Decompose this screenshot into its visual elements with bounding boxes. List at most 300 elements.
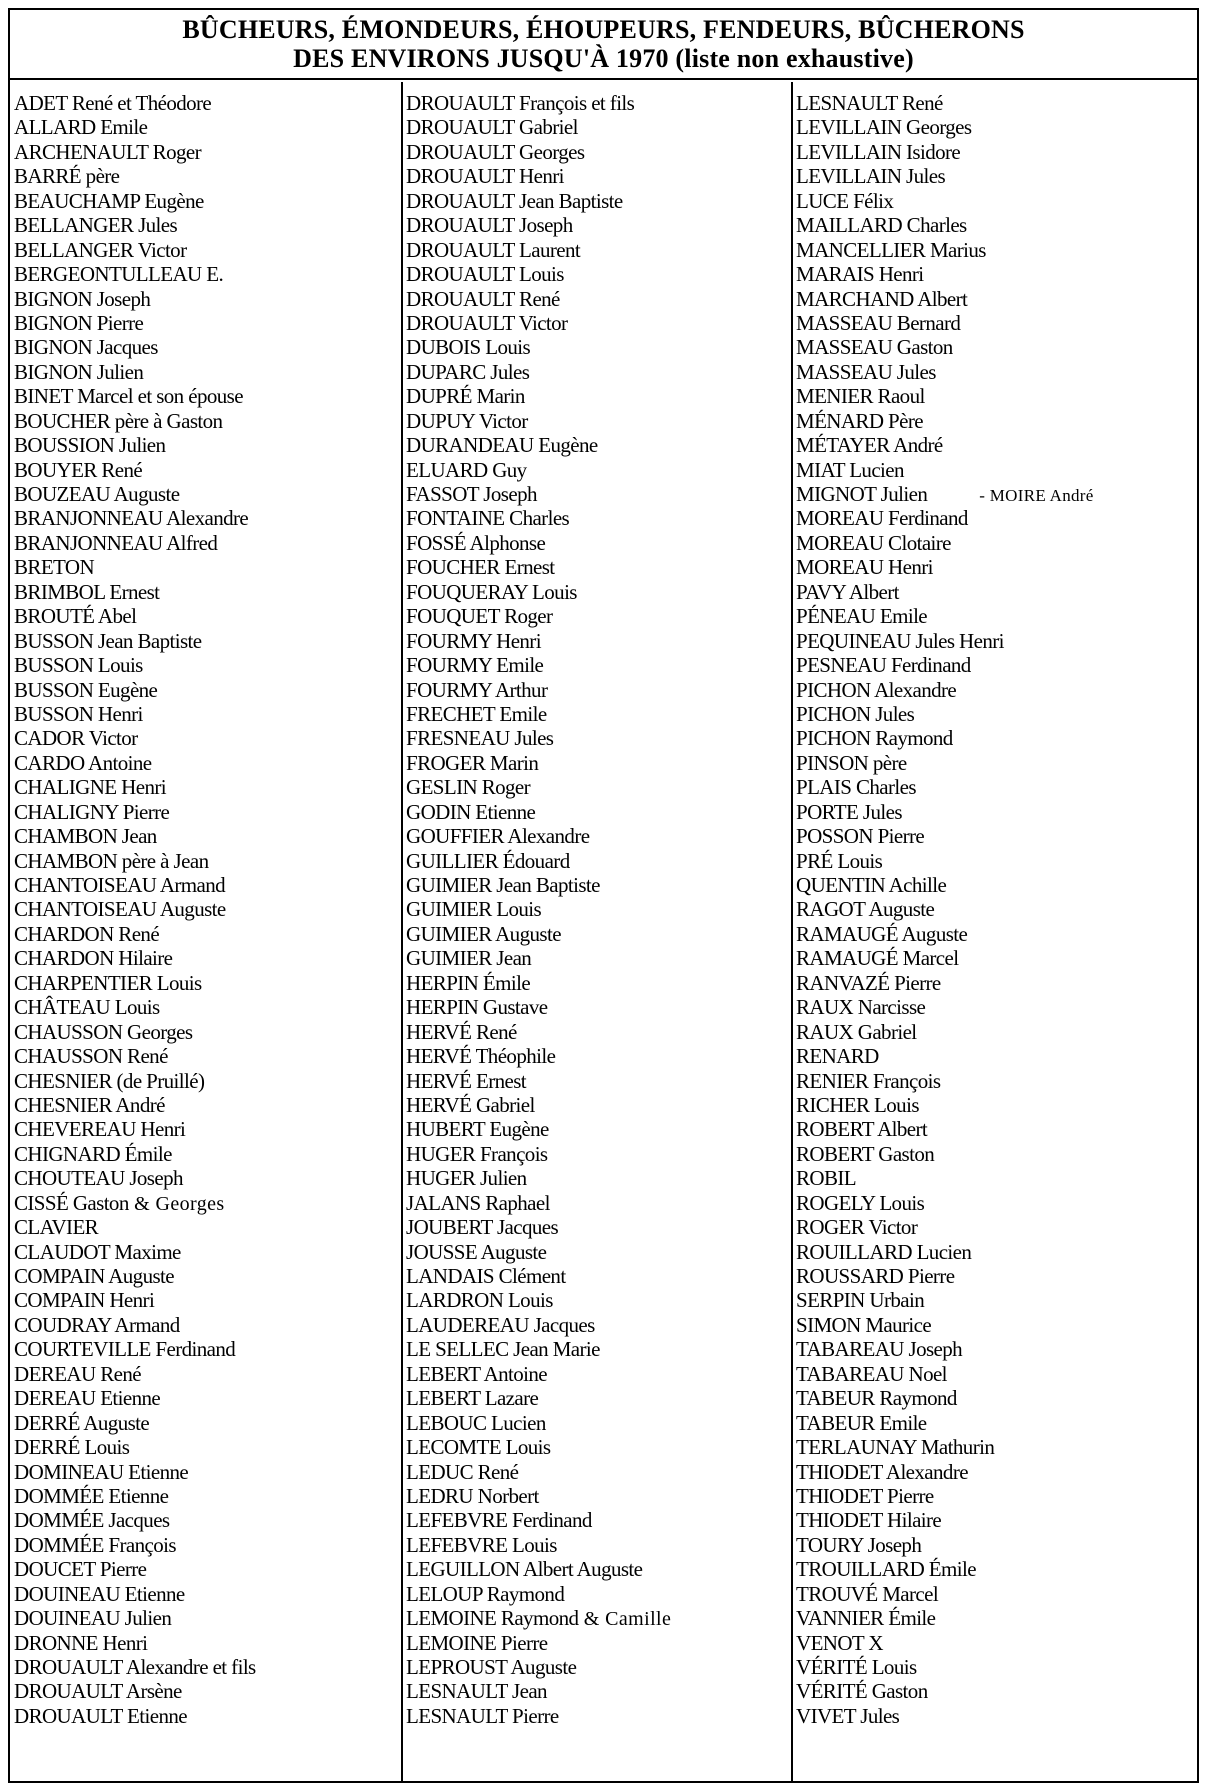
name-text: HERVÉ René — [406, 1019, 517, 1044]
name-entry — [796, 1533, 1197, 1557]
name-text: CLAUDOT Maxime — [14, 1239, 181, 1264]
name-entry — [14, 1191, 401, 1215]
name-text: LEBOUC Lucien — [406, 1410, 546, 1435]
name-text: DROUAULT Laurent — [406, 237, 581, 262]
name-text: GUIMIER Auguste — [406, 921, 561, 946]
name-text: VIVET Jules — [796, 1703, 900, 1728]
name-entry — [14, 1460, 401, 1484]
name-text: LEMOINE Pierre — [406, 1630, 548, 1655]
name-entry — [406, 115, 791, 139]
name-entry — [14, 653, 401, 677]
name-text: DROUAULT Gabriel — [406, 115, 578, 140]
name-entry — [14, 1508, 401, 1532]
name-entry — [796, 384, 1197, 408]
name-entry — [14, 1264, 401, 1288]
name-text: ADET René et Théodore — [14, 91, 212, 115]
name-text: VANNIER Émile — [796, 1606, 936, 1631]
name-entry — [14, 824, 401, 848]
name-text: PESNEAU Ferdinand — [796, 653, 971, 678]
name-entry — [796, 335, 1197, 359]
name-text: DERRÉ Louis — [14, 1435, 130, 1460]
name-entry — [406, 629, 791, 653]
name-text: DRONNE Henri — [14, 1630, 148, 1655]
name-entry — [796, 1679, 1197, 1703]
name-text: TROUILLARD Émile — [796, 1557, 976, 1582]
name-entry — [796, 1020, 1197, 1044]
name-entry — [406, 1435, 791, 1459]
name-entry — [14, 1606, 401, 1630]
name-text: SERPIN Urbain — [796, 1288, 925, 1313]
name-text: LUCE Félix — [796, 188, 894, 213]
name-entry — [406, 726, 791, 750]
name-text: LE SELLEC Jean Marie — [406, 1337, 600, 1362]
name-entry — [14, 604, 401, 628]
name-text: BROUTÉ Abel — [14, 604, 137, 629]
name-entry — [796, 433, 1197, 457]
name-text: DUPRÉ Marin — [406, 384, 525, 409]
name-text: ELUARD Guy — [406, 457, 527, 482]
name-entry — [796, 775, 1197, 799]
name-entry — [406, 506, 791, 530]
name-text: MANCELLIER Marius — [796, 237, 986, 262]
name-entry — [14, 555, 401, 579]
name-entry — [796, 751, 1197, 775]
name-text: DOMMÉE Etienne — [14, 1483, 169, 1508]
name-text: LEBERT Lazare — [406, 1386, 539, 1411]
name-entry — [796, 555, 1197, 579]
name-entry — [14, 1288, 401, 1312]
name-text: RAUX Gabriel — [796, 1019, 917, 1044]
name-entry — [14, 1044, 401, 1068]
name-entry — [14, 751, 401, 775]
name-text: BINET Marcel et son épouse — [14, 384, 243, 409]
name-text: SIMON Maurice — [796, 1312, 932, 1337]
title-line-1: BÛCHEURS, ÉMONDEURS, ÉHOUPEURS, FENDEURS, BÛCHERONS — [182, 15, 1025, 44]
name-entry — [796, 458, 1197, 482]
name-entry — [14, 1704, 401, 1728]
name-text: RANVAZÉ Pierre — [796, 970, 941, 995]
name-text: DOUINEAU Julien — [14, 1606, 172, 1631]
name-text: PEQUINEAU Jules Henri — [796, 628, 1004, 653]
name-text: MÉTAYER André — [796, 433, 943, 458]
name-text: PINSON père — [796, 750, 907, 775]
name-text: CHANTOISEAU Armand — [14, 873, 226, 897]
name-entry — [406, 1631, 791, 1655]
name-text: GUIMIER Jean — [406, 946, 532, 971]
name-text: CHAMBON père à Jean — [14, 848, 209, 873]
name-entry — [406, 1337, 791, 1361]
name-text: PICHON Raymond — [796, 726, 953, 751]
name-text: ARCHENAULT Roger — [14, 139, 201, 164]
name-text: GUIMIER Louis — [406, 897, 542, 922]
name-entry — [14, 1533, 401, 1557]
column-2 — [403, 82, 793, 1781]
name-text: FASSOT Joseph — [406, 482, 537, 506]
name-text: DUPARC Jules — [406, 359, 530, 384]
name-text: ROGELY Louis — [796, 1190, 925, 1215]
name-entry — [14, 384, 401, 408]
name-text: DOUCET Pierre — [14, 1557, 147, 1582]
name-text: MASSEAU Jules — [796, 359, 936, 384]
name-entry — [406, 1704, 791, 1728]
name-text: CHARPENTIER Louis — [14, 970, 202, 995]
name-entry — [796, 922, 1197, 946]
name-text: MARAIS Henri — [796, 262, 924, 287]
name-entry — [14, 1411, 401, 1435]
name-text: TABAREAU Noel — [796, 1361, 947, 1386]
name-text: CISSÉ Gaston — [14, 1190, 129, 1215]
name-entry — [406, 1655, 791, 1679]
name-text: RENIER François — [796, 1068, 941, 1093]
name-entry — [796, 115, 1197, 139]
name-entry — [14, 262, 401, 286]
name-text: MOREAU Henri — [796, 555, 933, 580]
name-text: LEVILLAIN Isidore — [796, 139, 961, 164]
name-entry — [14, 409, 401, 433]
name-entry — [406, 1533, 791, 1557]
name-text: LEFEBVRE Louis — [406, 1532, 557, 1557]
name-text: BRIMBOL Ernest — [14, 579, 160, 604]
name-text: FROGER Marin — [406, 750, 539, 775]
name-entry — [406, 1215, 791, 1239]
name-entry — [406, 1411, 791, 1435]
name-entry — [796, 897, 1197, 921]
name-entry — [14, 1313, 401, 1337]
name-entry — [796, 1631, 1197, 1655]
name-text: DROUAULT Alexandre et fils — [14, 1655, 256, 1679]
name-text: FOUCHER Ernest — [406, 555, 555, 580]
name-text: FOURMY Arthur — [406, 677, 548, 702]
name-entry — [406, 1606, 791, 1630]
name-entry — [406, 873, 791, 897]
name-text: BARRÉ père — [14, 164, 120, 189]
name-entry — [14, 482, 401, 506]
name-text: QUENTIN Achille — [796, 873, 947, 897]
name-entry — [14, 360, 401, 384]
name-text: BUSSON Henri — [14, 701, 143, 726]
name-text: DROUAULT Joseph — [406, 213, 573, 238]
name-text: VENOT X — [796, 1630, 883, 1655]
name-entry — [406, 1142, 791, 1166]
name-text: BIGNON Pierre — [14, 310, 144, 335]
name-text: COUDRAY Armand — [14, 1312, 180, 1337]
name-text: FRECHET Emile — [406, 701, 547, 726]
name-entry — [406, 653, 791, 677]
name-text: BUSSON Louis — [14, 653, 143, 678]
name-text: BRANJONNEAU Alfred — [14, 530, 218, 555]
name-entry — [406, 164, 791, 188]
name-text: BELLANGER Victor — [14, 237, 187, 262]
name-entry — [406, 1191, 791, 1215]
name-entry — [796, 580, 1197, 604]
name-text: THIODET Hilaire — [796, 1508, 942, 1533]
name-text: DEREAU René — [14, 1361, 141, 1386]
name-entry — [796, 1093, 1197, 1117]
name-entry — [14, 946, 401, 970]
name-text: RAGOT Auguste — [796, 897, 935, 922]
name-text: GUILLIER Édouard — [406, 848, 570, 873]
name-text: FRESNEAU Jules — [406, 726, 554, 751]
name-text: FONTAINE Charles — [406, 506, 570, 531]
name-entry — [796, 1240, 1197, 1264]
name-text: CARDO Antoine — [14, 750, 152, 775]
name-entry — [14, 873, 401, 897]
name-entry — [406, 1117, 791, 1141]
name-entry — [14, 1435, 401, 1459]
name-text: TABAREAU Joseph — [796, 1337, 963, 1362]
name-entry — [406, 1093, 791, 1117]
name-text: LESNAULT René — [796, 91, 943, 115]
name-entry — [796, 604, 1197, 628]
name-entry — [14, 678, 401, 702]
name-entry — [796, 1337, 1197, 1361]
name-addition: & Georges — [128, 1192, 225, 1215]
name-entry — [796, 971, 1197, 995]
name-entry — [14, 629, 401, 653]
name-entry — [796, 1362, 1197, 1386]
name-columns — [10, 82, 1197, 1781]
side-note: - MOIRE André — [979, 486, 1094, 505]
name-entry — [14, 971, 401, 995]
name-text: DROUAULT Arsène — [14, 1679, 182, 1704]
name-text: DUPUY Victor — [406, 408, 528, 433]
name-entry — [796, 946, 1197, 970]
name-entry — [406, 262, 791, 286]
name-text: GODIN Etienne — [406, 799, 536, 824]
name-entry — [406, 1362, 791, 1386]
name-entry — [796, 1044, 1197, 1068]
name-entry — [796, 1264, 1197, 1288]
name-entry — [406, 1240, 791, 1264]
name-text: DOMINEAU Etienne — [14, 1459, 189, 1484]
name-text: FOURMY Henri — [406, 628, 541, 653]
name-entry — [406, 824, 791, 848]
name-text: ROUSSARD Pierre — [796, 1264, 955, 1288]
name-text: DROUAULT Henri — [406, 164, 564, 189]
name-entry — [406, 946, 791, 970]
name-entry — [406, 213, 791, 237]
name-text: BERGEONTULLEAU E. — [14, 262, 224, 287]
name-text: DERRÉ Auguste — [14, 1410, 150, 1435]
name-text: GOUFFIER Alexandre — [406, 824, 590, 849]
name-text: DROUAULT Louis — [406, 262, 564, 287]
name-text: BIGNON Jacques — [14, 335, 158, 360]
name-entry — [406, 287, 791, 311]
name-text: BRANJONNEAU Alexandre — [14, 506, 249, 531]
name-text: RAMAUGÉ Marcel — [796, 946, 959, 971]
name-entry — [14, 1655, 401, 1679]
name-entry — [14, 580, 401, 604]
name-entry — [406, 1508, 791, 1532]
name-text: MIAT Lucien — [796, 457, 904, 482]
name-entry — [14, 995, 401, 1019]
name-text: CHOUTEAU Joseph — [14, 1166, 183, 1191]
name-text: DROUAULT Etienne — [14, 1703, 187, 1728]
name-text: ROBERT Albert — [796, 1117, 928, 1142]
name-entry — [14, 311, 401, 335]
name-entry — [796, 238, 1197, 262]
name-text: FOUQUERAY Louis — [406, 579, 577, 604]
name-entry — [406, 849, 791, 873]
name-text: DURANDEAU Eugène — [406, 433, 598, 458]
name-text: MASSEAU Bernard — [796, 310, 961, 335]
name-text: BOUCHER père à Gaston — [14, 408, 223, 433]
name-addition: & Camille — [578, 1608, 672, 1631]
title-line-2: DES ENVIRONS JUSQU'À 1970 (liste non exhaustive) — [293, 44, 914, 73]
name-text: CHESNIER André — [14, 1092, 165, 1117]
name-entry — [796, 1069, 1197, 1093]
name-text: MAILLARD Charles — [796, 213, 967, 238]
name-entry — [796, 164, 1197, 188]
name-entry — [406, 1020, 791, 1044]
name-text: CHAUSSON Georges — [14, 1019, 193, 1044]
name-text: CHÂTEAU Louis — [14, 995, 160, 1020]
name-text: DROUAULT François et fils — [406, 91, 635, 115]
name-list-3 — [793, 82, 1197, 1728]
name-text: DUBOIS Louis — [406, 335, 531, 360]
name-entry — [406, 189, 791, 213]
name-text: ROUILLARD Lucien — [796, 1239, 972, 1264]
name-text: RENARD — [796, 1044, 879, 1069]
name-text: DOUINEAU Etienne — [14, 1581, 185, 1606]
name-entry — [406, 91, 791, 115]
name-entry — [406, 897, 791, 921]
name-entry — [406, 800, 791, 824]
name-text: DOMMÉE François — [14, 1532, 176, 1557]
name-entry — [406, 1460, 791, 1484]
name-entry — [796, 702, 1197, 726]
name-entry — [406, 311, 791, 335]
name-entry — [796, 482, 1197, 506]
document-header — [10, 10, 1197, 80]
name-entry — [406, 604, 791, 628]
name-text: LEBERT Antoine — [406, 1361, 548, 1386]
name-entry — [14, 458, 401, 482]
name-text: BRETON — [14, 555, 95, 580]
name-entry — [406, 678, 791, 702]
name-text: BELLANGER Jules — [14, 213, 178, 238]
name-entry — [14, 213, 401, 237]
name-entry — [14, 1093, 401, 1117]
name-entry — [14, 238, 401, 262]
name-entry — [406, 1264, 791, 1288]
name-text: LEVILLAIN Jules — [796, 164, 946, 189]
name-entry — [14, 506, 401, 530]
name-entry — [796, 1166, 1197, 1190]
name-entry — [14, 702, 401, 726]
name-entry — [796, 1386, 1197, 1410]
name-text: RAUX Narcisse — [796, 995, 926, 1020]
name-entry — [796, 1411, 1197, 1435]
column-1 — [10, 82, 403, 1781]
name-text: BOUSSION Julien — [14, 433, 166, 458]
name-text: DOMMÉE Jacques — [14, 1508, 170, 1533]
name-entry — [796, 287, 1197, 311]
name-entry — [14, 433, 401, 457]
name-text: BIGNON Julien — [14, 359, 144, 384]
name-text: LESNAULT Pierre — [406, 1703, 559, 1728]
document-frame — [8, 8, 1199, 1783]
name-entry — [406, 751, 791, 775]
name-entry — [406, 238, 791, 262]
name-text: TABEUR Raymond — [796, 1386, 957, 1411]
name-entry — [406, 140, 791, 164]
name-entry — [406, 1484, 791, 1508]
name-entry — [406, 335, 791, 359]
name-text: HERVÉ Gabriel — [406, 1092, 535, 1117]
name-text: PICHON Alexandre — [796, 677, 957, 702]
name-text: CHESNIER (de Pruillé) — [14, 1068, 205, 1093]
name-text: LEFEBVRE Ferdinand — [406, 1508, 592, 1533]
name-entry — [796, 678, 1197, 702]
name-text: GUIMIER Jean Baptiste — [406, 873, 600, 897]
name-entry — [14, 1582, 401, 1606]
name-list-1 — [10, 82, 401, 1728]
name-entry — [14, 726, 401, 750]
name-entry — [14, 91, 401, 115]
name-entry — [14, 531, 401, 555]
name-text: VÉRITÉ Louis — [796, 1655, 917, 1679]
name-text: LEGUILLON Albert Auguste — [406, 1557, 643, 1582]
name-text: PLAIS Charles — [796, 775, 916, 800]
name-text: LAUDEREAU Jacques — [406, 1312, 595, 1337]
name-entry — [406, 971, 791, 995]
name-text: BUSSON Eugène — [14, 677, 158, 702]
name-text: MASSEAU Gaston — [796, 335, 953, 360]
name-text: HERVÉ Ernest — [406, 1068, 527, 1093]
name-entry — [796, 653, 1197, 677]
name-entry — [14, 164, 401, 188]
name-entry — [796, 1142, 1197, 1166]
name-text: BOUZEAU Auguste — [14, 482, 180, 506]
name-text: PICHON Jules — [796, 701, 915, 726]
name-entry — [406, 458, 791, 482]
name-entry — [14, 849, 401, 873]
name-entry — [14, 1386, 401, 1410]
name-entry — [406, 1313, 791, 1337]
name-entry — [406, 1386, 791, 1410]
name-text: LECOMTE Louis — [406, 1435, 551, 1460]
name-entry — [406, 531, 791, 555]
name-text: LEVILLAIN Georges — [796, 115, 972, 140]
name-text: DROUAULT René — [406, 286, 560, 311]
name-text: MIGNOT Julien — [796, 482, 928, 506]
name-text: RICHER Louis — [796, 1092, 919, 1117]
name-entry — [14, 1631, 401, 1655]
name-entry — [14, 1337, 401, 1361]
name-text: BIGNON Joseph — [14, 286, 151, 311]
name-text: JALANS Raphael — [406, 1190, 550, 1215]
name-text: CADOR Victor — [14, 726, 138, 751]
name-text: CHANTOISEAU Auguste — [14, 897, 226, 922]
name-text: HUGER François — [406, 1141, 548, 1166]
name-entry — [14, 1020, 401, 1044]
name-text: TABEUR Emile — [796, 1410, 927, 1435]
name-text: ROBERT Gaston — [796, 1141, 935, 1166]
name-text: LANDAIS Clément — [406, 1264, 566, 1288]
name-text: COMPAIN Auguste — [14, 1264, 175, 1288]
name-entry — [406, 555, 791, 579]
name-entry — [796, 213, 1197, 237]
name-entry — [14, 800, 401, 824]
name-text: MARCHAND Albert — [796, 286, 968, 311]
name-entry — [796, 1582, 1197, 1606]
name-entry — [796, 506, 1197, 530]
name-entry — [14, 189, 401, 213]
name-entry — [406, 702, 791, 726]
name-entry — [796, 1288, 1197, 1312]
name-entry — [796, 360, 1197, 384]
